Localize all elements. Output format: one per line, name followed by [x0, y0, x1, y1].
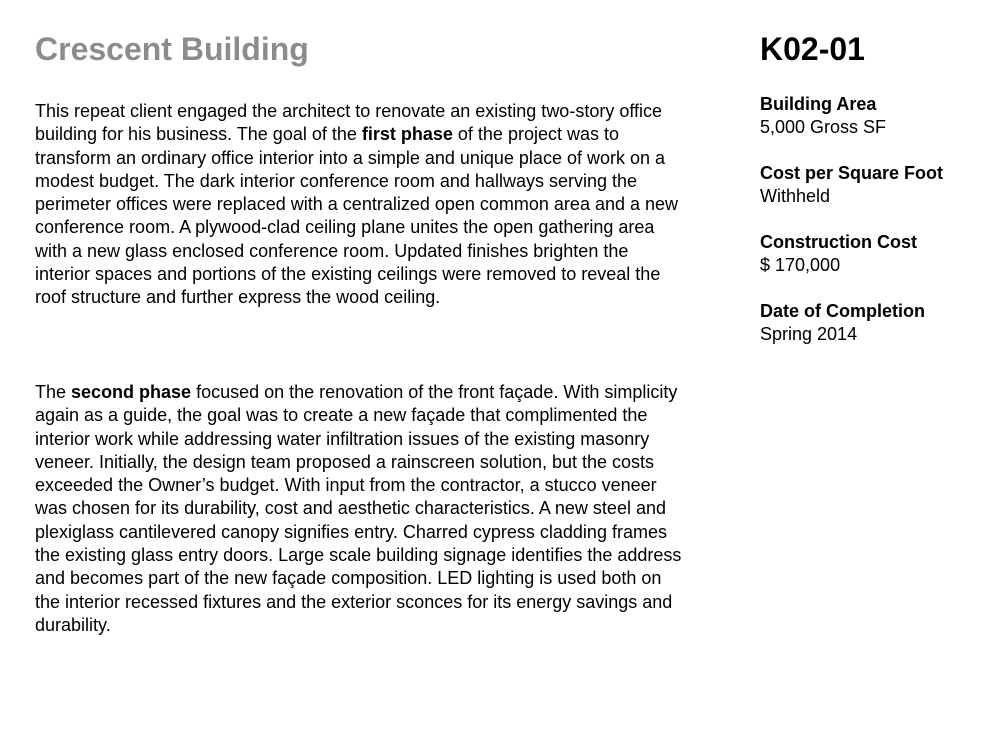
description-paragraph-phase-one [35, 100, 685, 310]
fact-value: Spring 2014 [760, 324, 858, 344]
paragraph-text: This repeat client engaged the architect to renovate an existing two-story office building for his business. The goal of the [35, 101, 663, 145]
fact-value: Withheld [760, 186, 831, 206]
project-facts-panel [760, 93, 995, 369]
paragraph-text: of the project was to transform an ordinary office interior into a simple and unique place of work on a modest budget. The dark interior conference room and hallways serving the perimeter offices were replaced with a centralized open common area and a new conference room. A plywood-clad ceiling plane unites the open gathering area with a new glass enclosed conference room. Updated finishes brighten the interior spaces and portions of the existing ceilings were removed to reveal the roof structure and further express the wood ceiling. [35, 124, 679, 308]
project-code: K02-01 [760, 31, 865, 67]
phase-two-emphasis: second phase [71, 382, 192, 402]
page-title: Crescent Building [35, 31, 309, 67]
phase-one-emphasis: first phase [361, 124, 453, 145]
fact-value: 5,000 Gross SF [760, 117, 887, 137]
paragraph-text: focused on the renovation of the front façade. With simplicity again as a guide, the goal was to create a new façade that complimented the interior work while addressing water infiltration issues of the existing masonry veneer. Initially, the design team proposed a rainscreen solution, but the costs exceeded the Owner’s budget. With input from the contractor, a stucco veneer was chosen for its durability, cost and aesthetic characteristics. A new steel and plexiglass cantilevered canopy signifies entry. Charred cypress cladding frames the existing glass entry doors. Large scale building signage identifies the address and becomes part of the new façade composition. LED lighting is used both on the interior recessed fixtures and the exterior sconces for its energy savings and durability. [35, 382, 682, 635]
fact-label: Construction Cost [760, 232, 917, 252]
fact-label: Date of Completion [760, 301, 925, 321]
paragraph-text: The [35, 382, 72, 402]
description-paragraph-phase-two [35, 381, 685, 637]
fact-date-of-completion [760, 300, 995, 346]
fact-label: Building Area [760, 94, 877, 114]
fact-construction-cost [760, 231, 995, 277]
fact-building-area [760, 93, 995, 139]
fact-cost-per-square-foot [760, 162, 995, 208]
fact-label: Cost per Square Foot [760, 163, 944, 183]
fact-value: $ 170,000 [760, 255, 841, 275]
